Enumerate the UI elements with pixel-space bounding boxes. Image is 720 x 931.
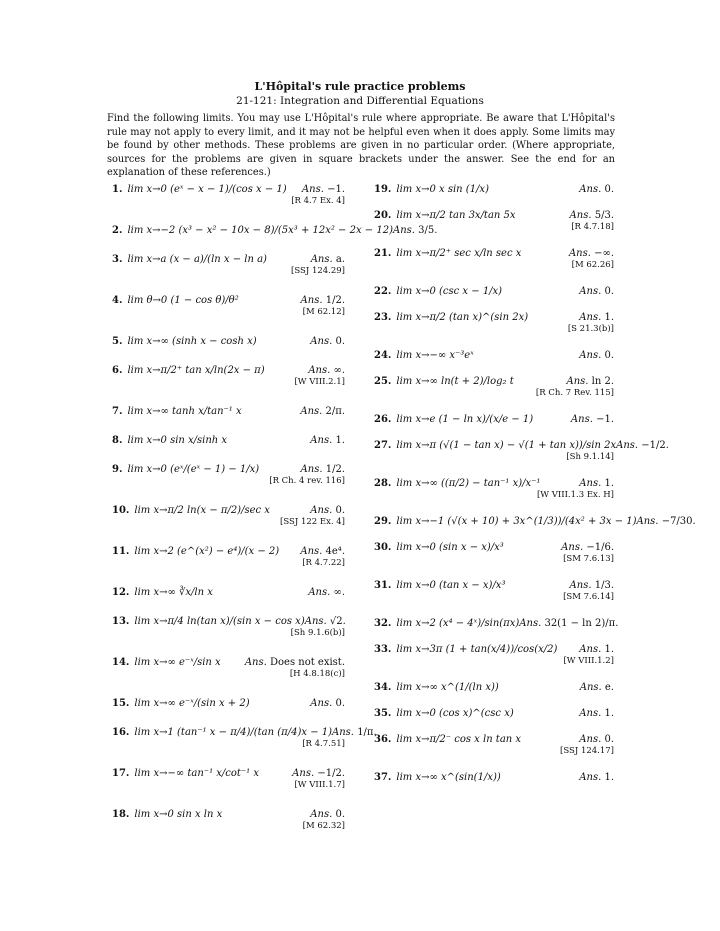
problem-source: [SSJ 122 Ex. 4] bbox=[280, 517, 345, 527]
problem-row bbox=[374, 440, 669, 451]
problem-answer bbox=[579, 734, 614, 745]
problem-row bbox=[112, 616, 345, 627]
problem-number: 1. bbox=[112, 184, 123, 195]
problem-answer bbox=[579, 184, 614, 195]
problem-item bbox=[112, 768, 345, 791]
answer-label: Ans. bbox=[300, 295, 323, 306]
problem-answer bbox=[569, 248, 614, 259]
problem-item bbox=[374, 772, 614, 783]
answer-value: √2. bbox=[329, 616, 346, 627]
problem-expression: lim x→π (√(1 − tan x) − √(1 + tan x))/sin 2x bbox=[396, 440, 617, 451]
problem-answer bbox=[310, 505, 345, 516]
answer-value: e. bbox=[604, 682, 614, 693]
problem-answer bbox=[579, 350, 614, 361]
problem-expression: lim x→0 (cos x)^(csc x) bbox=[396, 708, 514, 719]
instructions-paragraph: Find the following limits. You may use L'Hôpital's rule where appropriate. Be aware that L'Hôpital's rule may not apply to every limit, and it may not be helpful even when it does apply. Some limits may be found by other methods. These problems are given in no particular order. (Where appropriate, sources for the problems are given in square brackets under the answer. See the end for an explanation of these references.) bbox=[107, 113, 615, 179]
problem-row bbox=[112, 587, 345, 598]
problem-item bbox=[374, 682, 614, 693]
problem-source: [M 62.26] bbox=[571, 260, 614, 270]
problem-item bbox=[112, 546, 345, 569]
problem-item bbox=[112, 727, 377, 750]
answer-label: Ans. bbox=[579, 708, 602, 719]
problem-row bbox=[112, 464, 345, 475]
problem-source: [R Ch. 7 Rev. 115] bbox=[535, 388, 614, 398]
problem-expression: lim x→∞ ((π/2) − tan⁻¹ x)/x⁻¹ bbox=[396, 478, 541, 489]
problem-row bbox=[374, 286, 614, 297]
answer-value: ln 2. bbox=[591, 376, 614, 387]
problem-number: 24. bbox=[374, 350, 392, 361]
problem-item bbox=[374, 580, 614, 603]
problem-row bbox=[374, 734, 614, 745]
problem-number: 14. bbox=[112, 657, 130, 668]
problem-row bbox=[112, 254, 345, 265]
answer-value: −∞. bbox=[594, 248, 614, 259]
problem-source: [Sh 9.1.14] bbox=[566, 452, 614, 462]
problem-number: 30. bbox=[374, 542, 392, 553]
problem-item bbox=[374, 542, 614, 565]
answer-value: −1/2. bbox=[641, 440, 669, 451]
problem-answer bbox=[579, 286, 614, 297]
problem-number: 27. bbox=[374, 440, 392, 451]
problem-number: 31. bbox=[374, 580, 392, 591]
problem-item bbox=[374, 618, 619, 629]
answer-label: Ans. bbox=[579, 734, 602, 745]
problem-number: 11. bbox=[112, 546, 130, 557]
answer-value: 0. bbox=[335, 698, 345, 709]
problem-number: 12. bbox=[112, 587, 130, 598]
answer-label: Ans. bbox=[308, 365, 331, 376]
problem-source: [S 21.3(b)] bbox=[567, 324, 614, 334]
problem-source: [W VIII.1.2] bbox=[563, 656, 614, 666]
answer-label: Ans. bbox=[579, 644, 602, 655]
problem-row bbox=[112, 698, 345, 709]
answer-value: 0. bbox=[604, 286, 614, 297]
problem-expression: lim x→e (1 − ln x)/(x/e − 1) bbox=[396, 414, 534, 425]
problem-number: 5. bbox=[112, 336, 123, 347]
problem-row bbox=[374, 580, 614, 591]
problem-number: 33. bbox=[374, 644, 392, 655]
problem-answer bbox=[561, 542, 614, 553]
problem-answer bbox=[311, 254, 345, 265]
answer-label: Ans. bbox=[244, 657, 267, 668]
answer-value: 1/2. bbox=[325, 295, 345, 306]
problem-expression: lim x→0 (tan x − x)/x³ bbox=[396, 580, 506, 591]
problem-row bbox=[112, 657, 345, 668]
problem-source: [M 62.32] bbox=[302, 821, 345, 831]
answer-value: 1. bbox=[604, 478, 614, 489]
problem-expression: lim x→∞ ∛x/ln x bbox=[134, 587, 213, 598]
problem-answer bbox=[308, 365, 345, 376]
problem-source: [R Ch. 4 rev. 116] bbox=[269, 476, 345, 486]
problem-item bbox=[374, 184, 614, 195]
problem-answer bbox=[570, 580, 614, 591]
answer-label: Ans. bbox=[310, 809, 333, 820]
answer-label: Ans. bbox=[579, 350, 602, 361]
answer-label: Ans. bbox=[301, 184, 324, 195]
answer-label: Ans. bbox=[579, 682, 602, 693]
problem-expression: lim x→∞ e⁻ˣ/sin x bbox=[134, 657, 221, 668]
problem-row bbox=[374, 516, 696, 527]
problem-item bbox=[374, 644, 614, 667]
answer-label: Ans. bbox=[332, 727, 354, 738]
problem-expression: lim x→π/4 ln(tan x)/(sin x − cos x) bbox=[134, 616, 305, 627]
problem-item bbox=[112, 657, 345, 680]
problem-expression: lim θ→0 (1 − cos θ)/θ² bbox=[127, 295, 239, 306]
problem-number: 18. bbox=[112, 809, 130, 820]
problem-number: 20. bbox=[374, 210, 392, 221]
answer-value: 2/π. bbox=[325, 406, 345, 417]
answer-value: 0. bbox=[335, 505, 345, 516]
problem-row bbox=[374, 772, 614, 783]
problem-answer bbox=[570, 210, 614, 221]
problem-item bbox=[112, 184, 345, 207]
answer-label: Ans. bbox=[579, 772, 602, 783]
problem-expression: lim x→−∞ x⁻³eˣ bbox=[396, 350, 474, 361]
problem-answer bbox=[580, 682, 614, 693]
problem-number: 35. bbox=[374, 708, 392, 719]
problem-item bbox=[374, 210, 614, 233]
answer-value: 1/3. bbox=[594, 580, 614, 591]
answer-label: Ans. bbox=[579, 184, 602, 195]
problem-number: 36. bbox=[374, 734, 392, 745]
problem-item bbox=[374, 734, 614, 757]
problem-answer bbox=[301, 464, 345, 475]
problem-item bbox=[112, 587, 345, 598]
problem-number: 7. bbox=[112, 406, 123, 417]
problem-number: 16. bbox=[112, 727, 130, 738]
problem-expression: lim x→0 sin x ln x bbox=[134, 809, 223, 820]
problem-answer bbox=[305, 616, 346, 627]
problem-row bbox=[112, 225, 438, 236]
answer-value: 0. bbox=[604, 350, 614, 361]
problem-expression: lim x→∞ (sinh x − cosh x) bbox=[127, 336, 257, 347]
problem-source: [SSJ 124.29] bbox=[291, 266, 345, 276]
problem-item bbox=[374, 478, 614, 501]
problem-source: [W VIII.1.3 Ex. H] bbox=[536, 490, 614, 500]
answer-label: Ans. bbox=[310, 336, 333, 347]
page-title: L'Hôpital's rule practice problems bbox=[254, 80, 466, 93]
problem-item bbox=[112, 365, 345, 388]
problem-row bbox=[374, 708, 614, 719]
answer-label: Ans. bbox=[570, 414, 593, 425]
problem-item bbox=[112, 406, 345, 417]
problem-answer bbox=[616, 440, 669, 451]
problem-number: 13. bbox=[112, 616, 130, 627]
problem-row bbox=[112, 184, 345, 195]
answer-value: −1. bbox=[327, 184, 345, 195]
answer-label: Ans. bbox=[300, 406, 323, 417]
problem-expression: lim x→0 (sin x − x)/x³ bbox=[396, 542, 504, 553]
answer-value: −1. bbox=[596, 414, 614, 425]
problem-item bbox=[112, 809, 345, 832]
problem-item bbox=[374, 516, 696, 527]
problem-number: 37. bbox=[374, 772, 392, 783]
answer-label: Ans. bbox=[308, 587, 331, 598]
problem-expression: lim x→3π (1 + tan(x/4))/cos(x/2) bbox=[396, 644, 558, 655]
answer-value: 3/5. bbox=[418, 225, 438, 236]
answer-value: 1/2. bbox=[325, 464, 345, 475]
answer-value: 5/3. bbox=[594, 210, 614, 221]
problem-number: 25. bbox=[374, 376, 392, 387]
problem-answer bbox=[571, 414, 614, 425]
problem-answer bbox=[637, 516, 696, 527]
problem-row bbox=[112, 727, 377, 738]
problem-answer bbox=[310, 809, 345, 820]
problem-row bbox=[374, 644, 614, 655]
problem-number: 17. bbox=[112, 768, 130, 779]
answer-value: 0. bbox=[604, 184, 614, 195]
answer-label: Ans. bbox=[300, 546, 323, 557]
problem-answer bbox=[245, 657, 345, 668]
problem-source: [SM 7.6.14] bbox=[563, 592, 614, 602]
problem-row bbox=[374, 248, 614, 259]
problem-source: [H 4.8.18(c)] bbox=[289, 669, 345, 679]
answer-label: Ans. bbox=[304, 616, 327, 627]
problem-answer bbox=[332, 727, 377, 738]
problem-row bbox=[112, 435, 345, 446]
problem-row bbox=[374, 542, 614, 553]
problem-source: [W VIII.1.7] bbox=[294, 780, 345, 790]
problem-row bbox=[374, 618, 619, 629]
problem-row bbox=[112, 295, 345, 306]
problem-expression: lim x→∞ x^(sin(1/x)) bbox=[396, 772, 501, 783]
answer-label: Ans. bbox=[579, 312, 602, 323]
problem-item bbox=[374, 708, 614, 719]
problem-number: 3. bbox=[112, 254, 123, 265]
problem-source: [R 4.7 Ex. 4] bbox=[291, 196, 345, 206]
answer-label: Ans. bbox=[636, 516, 659, 527]
problem-answer bbox=[310, 435, 345, 446]
problem-source: [SSJ 124.17] bbox=[560, 746, 614, 756]
problem-item bbox=[112, 464, 345, 487]
answer-value: a. bbox=[335, 254, 345, 265]
problem-expression: lim x→∞ x^(1/(ln x)) bbox=[396, 682, 499, 693]
problem-number: 22. bbox=[374, 286, 392, 297]
problem-expression: lim x→−1 (√(x + 10) + 3x^(1/3))/(4x² + 3x − 1) bbox=[396, 516, 637, 527]
page-subtitle: 21-121: Integration and Differential Equations bbox=[236, 95, 484, 107]
problem-source: [Sh 9.1.6(b)] bbox=[290, 628, 345, 638]
problem-expression: lim x→1 (tan⁻¹ x − π/4)/(tan (π/4)x − 1) bbox=[134, 727, 333, 738]
problem-row bbox=[112, 336, 345, 347]
problem-expression: lim x→a (x − a)/(ln x − ln a) bbox=[127, 254, 267, 265]
problem-row bbox=[374, 682, 614, 693]
problem-expression: lim x→π/2 (tan x)^(sin 2x) bbox=[396, 312, 529, 323]
answer-label: Ans. bbox=[310, 254, 333, 265]
answer-label: Ans. bbox=[579, 478, 602, 489]
problem-number: 29. bbox=[374, 516, 392, 527]
answer-value: 0. bbox=[604, 734, 614, 745]
problem-expression: lim x→π/2 ln(x − π/2)/sec x bbox=[134, 505, 270, 516]
problem-number: 26. bbox=[374, 414, 392, 425]
problem-item bbox=[374, 350, 614, 361]
problem-source: [R 4.7.51] bbox=[302, 739, 345, 749]
problem-answer bbox=[579, 772, 614, 783]
problem-item bbox=[112, 505, 345, 528]
problem-expression: lim x→0 sin x/sinh x bbox=[127, 435, 228, 446]
problem-number: 4. bbox=[112, 295, 123, 306]
answer-label: Ans. bbox=[310, 505, 333, 516]
problem-item bbox=[374, 286, 614, 297]
problem-answer bbox=[292, 768, 345, 779]
answer-value: 4e⁴. bbox=[325, 546, 345, 557]
problem-item bbox=[112, 295, 345, 318]
answer-label: Ans. bbox=[561, 542, 584, 553]
problem-source: [R 4.7.22] bbox=[302, 558, 345, 568]
problem-number: 9. bbox=[112, 464, 123, 475]
problem-source: [SM 7.6.13] bbox=[563, 554, 614, 564]
problem-row bbox=[374, 210, 614, 221]
problem-expression: lim x→2 (x⁴ − 4ˣ)/sin(πx) bbox=[396, 618, 520, 629]
problem-source: [M 62.12] bbox=[302, 307, 345, 317]
problem-answer bbox=[579, 312, 614, 323]
answer-label: Ans. bbox=[292, 768, 315, 779]
problem-source: [W VIII.2.1] bbox=[294, 377, 345, 387]
problem-answer bbox=[301, 295, 345, 306]
problem-expression: lim x→0 (eˣ/(eˣ − 1) − 1/x) bbox=[127, 464, 260, 475]
problem-item bbox=[112, 254, 345, 277]
problem-expression: lim x→0 (eˣ − x − 1)/(cos x − 1) bbox=[127, 184, 287, 195]
problem-expression: lim x→−2 (x³ − x² − 10x − 8)/(5x³ + 12x² − 2x − 12) bbox=[127, 225, 393, 236]
problem-expression: lim x→∞ e⁻ˣ/(sin x + 2) bbox=[134, 698, 250, 709]
problem-row bbox=[112, 768, 345, 779]
problem-row bbox=[374, 312, 614, 323]
answer-value: 1. bbox=[604, 708, 614, 719]
answer-label: Ans. bbox=[310, 698, 333, 709]
answer-value: −7/30. bbox=[661, 516, 696, 527]
problem-item bbox=[374, 440, 669, 463]
problem-row bbox=[374, 414, 614, 425]
answer-value: 32(1 − ln 2)/π. bbox=[544, 618, 619, 629]
problem-expression: lim x→π/2⁺ tan x/ln(2x − π) bbox=[127, 365, 265, 376]
answer-label: Ans. bbox=[579, 286, 602, 297]
problem-answer bbox=[579, 644, 614, 655]
problem-row bbox=[112, 505, 345, 516]
problem-number: 23. bbox=[374, 312, 392, 323]
answer-label: Ans. bbox=[392, 225, 415, 236]
answer-value: 1. bbox=[604, 312, 614, 323]
problem-row bbox=[112, 365, 345, 376]
answer-label: Ans. bbox=[519, 618, 542, 629]
answer-value: ∞. bbox=[333, 587, 345, 598]
problem-expression: lim x→−∞ tan⁻¹ x/cot⁻¹ x bbox=[134, 768, 260, 779]
problem-number: 19. bbox=[374, 184, 392, 195]
problem-expression: lim x→0 x sin (1/x) bbox=[396, 184, 489, 195]
problem-number: 8. bbox=[112, 435, 123, 446]
problem-item bbox=[374, 376, 614, 399]
problem-row bbox=[374, 350, 614, 361]
problem-item bbox=[112, 225, 438, 236]
problem-item bbox=[112, 336, 345, 347]
problem-answer bbox=[310, 698, 345, 709]
problem-number: 6. bbox=[112, 365, 123, 376]
problem-answer bbox=[579, 478, 614, 489]
problems-column-right bbox=[374, 184, 696, 798]
problem-row bbox=[112, 546, 345, 557]
problem-answer bbox=[302, 184, 345, 195]
problem-number: 21. bbox=[374, 248, 392, 259]
problem-number: 34. bbox=[374, 682, 392, 693]
problem-row bbox=[374, 478, 614, 489]
problem-expression: lim x→π/2⁻ cos x ln tan x bbox=[396, 734, 522, 745]
problem-item bbox=[112, 616, 345, 639]
answer-label: Ans. bbox=[568, 248, 591, 259]
problem-item bbox=[374, 414, 614, 425]
problem-expression: lim x→0 (csc x − 1/x) bbox=[396, 286, 503, 297]
answer-value: 1/π. bbox=[357, 727, 377, 738]
answer-value: 0. bbox=[335, 336, 345, 347]
problem-item bbox=[374, 248, 614, 271]
problem-number: 10. bbox=[112, 505, 130, 516]
answer-label: Ans. bbox=[566, 376, 589, 387]
answer-value: ∞. bbox=[333, 365, 345, 376]
problem-number: 15. bbox=[112, 698, 130, 709]
problem-answer bbox=[519, 618, 618, 629]
answer-label: Ans. bbox=[616, 440, 639, 451]
problem-row bbox=[112, 406, 345, 417]
answer-label: Ans. bbox=[300, 464, 323, 475]
problem-item bbox=[112, 698, 345, 709]
answer-value: 0. bbox=[335, 809, 345, 820]
answer-value: −1/6. bbox=[586, 542, 614, 553]
answer-value: 1. bbox=[335, 435, 345, 446]
answer-label: Ans. bbox=[569, 580, 592, 591]
answer-value: 1. bbox=[604, 644, 614, 655]
answer-value: −1/2. bbox=[317, 768, 345, 779]
problem-number: 2. bbox=[112, 225, 123, 236]
problem-number: 28. bbox=[374, 478, 392, 489]
problem-row bbox=[374, 184, 614, 195]
problem-source: [R 4.7.18] bbox=[571, 222, 614, 232]
problem-expression: lim x→∞ tanh x/tan⁻¹ x bbox=[127, 406, 242, 417]
problem-answer bbox=[579, 708, 614, 719]
problem-answer bbox=[310, 336, 345, 347]
problem-answer bbox=[308, 587, 345, 598]
problem-number: 32. bbox=[374, 618, 392, 629]
answer-label: Ans. bbox=[310, 435, 333, 446]
problem-expression: lim x→π/2 tan 3x/tan 5x bbox=[396, 210, 516, 221]
problem-answer bbox=[300, 546, 345, 557]
problem-row bbox=[374, 376, 614, 387]
problem-expression: lim x→∞ ln(t + 2)/log₂ t bbox=[396, 376, 514, 387]
answer-value: Does not exist. bbox=[269, 657, 345, 668]
problem-item bbox=[374, 312, 614, 335]
problem-expression: lim x→2 (e^(x²) − e⁴)/(x − 2) bbox=[134, 546, 280, 557]
problem-answer bbox=[300, 406, 345, 417]
problem-row bbox=[112, 809, 345, 820]
problem-item bbox=[112, 435, 345, 446]
problem-answer bbox=[566, 376, 614, 387]
answer-value: 1. bbox=[604, 772, 614, 783]
answer-label: Ans. bbox=[569, 210, 592, 221]
problem-expression: lim x→π/2⁺ sec x/ln sec x bbox=[396, 248, 522, 259]
